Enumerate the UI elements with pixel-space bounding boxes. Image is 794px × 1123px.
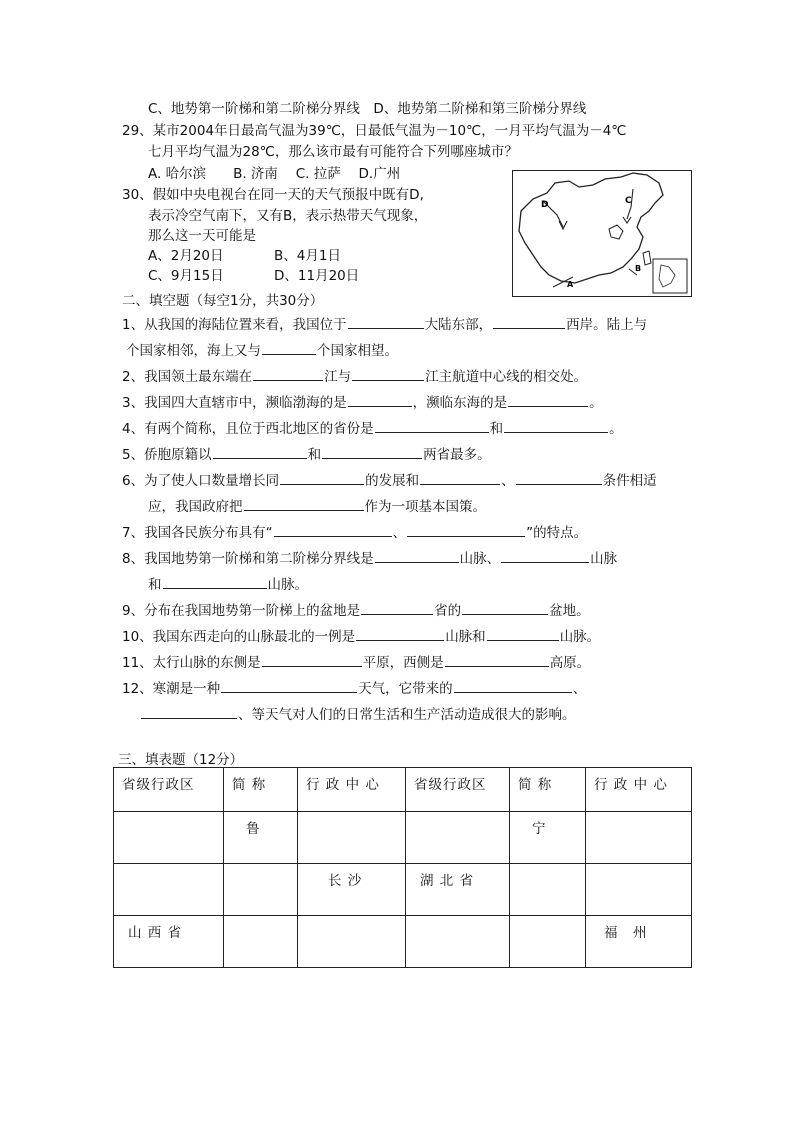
- blank-q6-2[interactable]: [420, 470, 500, 485]
- table-cell[interactable]: [298, 916, 406, 968]
- fill-q1-line2: 个国家相邻，海上又与 个国家相望。: [122, 340, 398, 361]
- table-cell[interactable]: 长 沙: [298, 864, 406, 916]
- table-cell[interactable]: [298, 812, 406, 864]
- blank-q12-1[interactable]: [221, 678, 357, 693]
- blank-q4-1[interactable]: [375, 418, 489, 433]
- q29-options: A. 哈尔滨 B. 济南 C. 拉萨 D.广州: [148, 166, 401, 182]
- section3-title: 三、填表题（12分）: [118, 752, 244, 768]
- blank-q6-3[interactable]: [516, 470, 602, 485]
- table-cell[interactable]: [114, 812, 224, 864]
- q28-options: C、地势第一阶梯和第二阶梯分界线 D、地势第二阶梯和第三阶梯分界线: [148, 101, 587, 117]
- fill-q5: 5、侨胞原籍以 和 两省最多。: [122, 444, 491, 465]
- blank-q4-2[interactable]: [504, 418, 608, 433]
- blank-q9-1[interactable]: [361, 600, 433, 615]
- blank-q6-1[interactable]: [280, 470, 364, 485]
- table-header-row: [114, 768, 692, 812]
- blank-q3-2[interactable]: [508, 392, 588, 407]
- blank-q8-2[interactable]: [501, 548, 589, 563]
- q30-option-b: B、4月1日: [274, 248, 341, 264]
- table-row: [114, 812, 692, 864]
- blank-q5-1[interactable]: [213, 444, 307, 459]
- header-abbr: 简 称: [224, 768, 298, 812]
- blank-q9-2[interactable]: [462, 600, 548, 615]
- fill-q2: 2、我国领土最东端在 江与 江主航道中心线的相交处。: [122, 366, 587, 387]
- fill-q6-line1: 6、为了使人口数量增长同 的发展和 、 条件相适: [122, 470, 657, 491]
- table-cell[interactable]: 山 西 省: [114, 916, 224, 968]
- table-row: [114, 864, 692, 916]
- q30-stem-line2: 表示冷空气南下，又有B，表示热带天气现象，: [148, 208, 428, 224]
- table-cell[interactable]: [406, 812, 510, 864]
- fill-q1-line1: 1、从我国的海陆位置来看，我国位于 大陆东部， 西岸。陆上与: [122, 314, 647, 335]
- blank-q2-1[interactable]: [253, 366, 323, 381]
- china-weather-map: [512, 170, 692, 297]
- fill-q8-line2: 和 山脉。: [148, 574, 308, 595]
- fill-q8-line1: 8、我国地势第一阶梯和第二阶梯分界线是 山脉、 山脉: [122, 548, 617, 569]
- blank-q7-1[interactable]: [274, 522, 392, 537]
- blank-q2-2[interactable]: [352, 366, 424, 381]
- blank-q1-3[interactable]: [262, 340, 316, 355]
- table-cell[interactable]: [224, 864, 298, 916]
- q29-stem-line1: 29、某市2004年日最高气温为39℃，日最低气温为－10℃，一月平均气温为－4℃: [122, 123, 627, 139]
- table-cell[interactable]: 福 州: [586, 916, 692, 968]
- table-cell[interactable]: 宁: [510, 812, 586, 864]
- blank-q6-4[interactable]: [244, 496, 364, 511]
- header-capital: 行 政 中 心: [298, 768, 406, 812]
- table-cell[interactable]: 湖 北 省: [406, 864, 510, 916]
- blank-q5-2[interactable]: [322, 444, 422, 459]
- table-cell[interactable]: [586, 864, 692, 916]
- blank-q10-2[interactable]: [487, 626, 559, 641]
- table-cell[interactable]: [224, 916, 298, 968]
- blank-q10-1[interactable]: [356, 626, 444, 641]
- map-label-b: B: [635, 264, 642, 273]
- blank-q8-1[interactable]: [375, 548, 459, 563]
- province-table: [113, 767, 692, 968]
- blank-q8-3[interactable]: [163, 574, 267, 589]
- fill-q9: 9、分布在我国地势第一阶梯上的盆地是 省的 盆地。: [122, 600, 590, 621]
- china-outline-map: [513, 171, 691, 296]
- map-label-a: A: [567, 280, 574, 289]
- blank-q1-1[interactable]: [348, 314, 424, 329]
- blank-q12-3[interactable]: [141, 704, 237, 719]
- header-province: 省级行政区: [114, 768, 224, 812]
- section2-title: 二、填空题（每空1分，共30分）: [122, 293, 324, 309]
- map-label-d: D: [541, 200, 549, 210]
- table-cell[interactable]: 鲁: [224, 812, 298, 864]
- table-cell[interactable]: [406, 916, 510, 968]
- q30-option-d: D、11月20日: [274, 268, 360, 284]
- header-capital-2: 行 政 中 心: [586, 768, 692, 812]
- fill-q7: 7、我国各民族分布具有“ 、 ”的特点。: [122, 522, 587, 543]
- blank-q11-1[interactable]: [262, 652, 362, 667]
- table-cell[interactable]: [586, 812, 692, 864]
- table-cell[interactable]: [510, 864, 586, 916]
- q29-stem-line2: 七月平均气温为28℃，那么该市最有可能符合下列哪座城市？: [148, 144, 518, 160]
- blank-q7-2[interactable]: [407, 522, 525, 537]
- blank-q12-2[interactable]: [454, 678, 572, 693]
- q30-stem-line3: 那么这一天可能是: [148, 228, 256, 244]
- fill-q12-line1: 12、寒潮是一种 天气，它带来的 、: [122, 678, 586, 699]
- fill-q3: 3、我国四大直辖市中，濒临渤海的是 ，濒临东海的是 。: [122, 392, 603, 413]
- blank-q11-2[interactable]: [445, 652, 549, 667]
- q30-stem-line1: 30、假如中央电视台在同一天的天气预报中既有D,: [122, 187, 424, 203]
- map-label-c: C: [625, 196, 632, 206]
- fill-q6-line2: 应，我国政府把 作为一项基本国策。: [148, 496, 486, 517]
- fill-q4: 4、有两个简称，且位于西北地区的省份是 和 。: [122, 418, 623, 439]
- blank-q1-2[interactable]: [493, 314, 565, 329]
- q30-option-c: C、9月15日: [148, 268, 224, 284]
- header-province-2: 省级行政区: [406, 768, 510, 812]
- table-cell[interactable]: [114, 864, 224, 916]
- table-cell[interactable]: [510, 916, 586, 968]
- fill-q10: 10、我国东西走向的山脉最北的一例是 山脉和 山脉。: [122, 626, 600, 647]
- header-abbr-2: 简 称: [510, 768, 586, 812]
- blank-q3-1[interactable]: [348, 392, 412, 407]
- table-row: [114, 916, 692, 968]
- q30-option-a: A、2月20日: [148, 248, 224, 264]
- fill-q11: 11、太行山脉的东侧是 平原，西侧是 高原。: [122, 652, 590, 673]
- fill-q12-line2: 、等天气对人们的日常生活和生产活动造成很大的影响。: [140, 704, 576, 725]
